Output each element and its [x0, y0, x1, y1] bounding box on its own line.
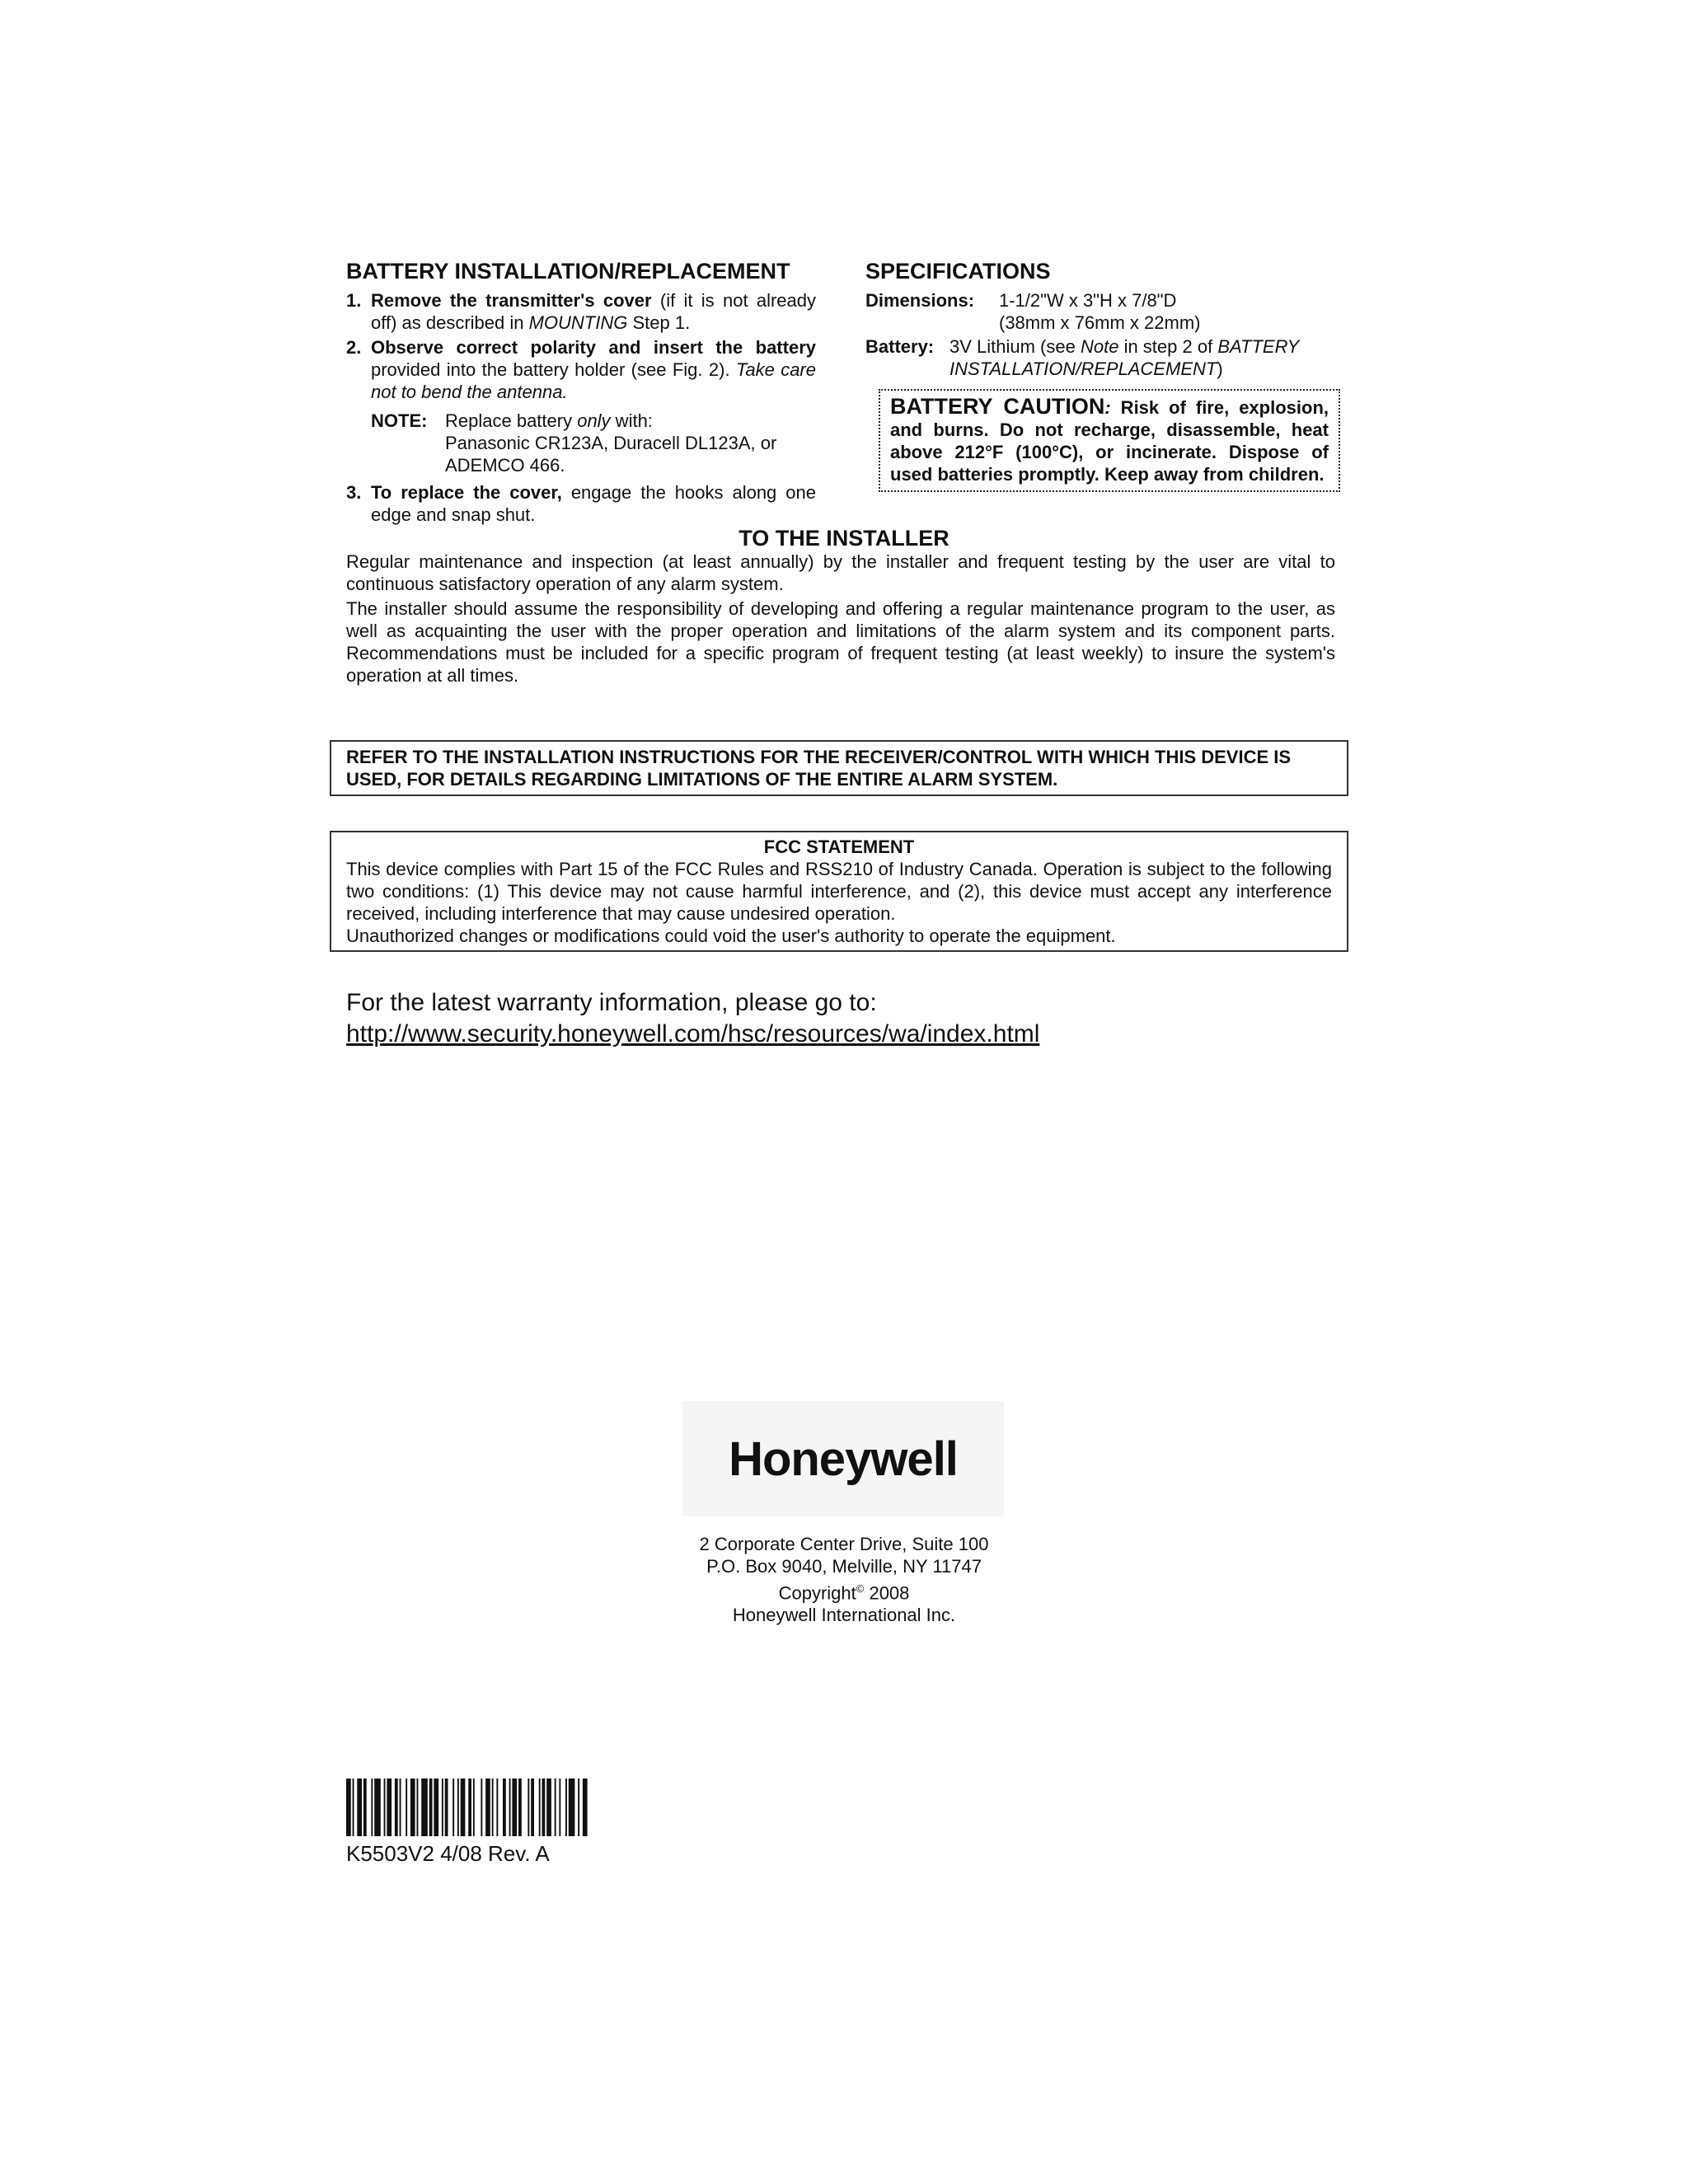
- barcode-bar: [384, 1779, 386, 1836]
- warranty-text: For the latest warranty information, please go to:: [346, 989, 877, 1016]
- barcode-bar: [512, 1779, 517, 1836]
- step-text: provided into the battery holder (see Fig. 2).: [371, 359, 736, 380]
- battery-installation-title: BATTERY INSTALLATION/REPLACEMENT: [346, 259, 790, 284]
- copyright-word: Copyright: [778, 1582, 856, 1604]
- step-number: 3.: [346, 482, 362, 503]
- barcode-bar: [542, 1779, 546, 1836]
- battery-installation-section: [346, 260, 816, 528]
- barcode-bar: [400, 1779, 401, 1836]
- barcode-bar: [531, 1779, 534, 1836]
- address-line-4: Honeywell International Inc.: [732, 1605, 956, 1626]
- barcode-bar: [346, 1779, 351, 1836]
- barcode-bar: [461, 1779, 466, 1836]
- barcode-bar: [363, 1779, 367, 1836]
- barcode-bar: [509, 1779, 511, 1836]
- battery-step-2: [346, 336, 816, 403]
- battery-note: [346, 410, 816, 476]
- step-italic-text: MOUNTING: [528, 312, 628, 333]
- battery-steps-list: [346, 289, 816, 403]
- step-text: Step 1.: [627, 312, 691, 333]
- step-number: 2.: [346, 337, 362, 358]
- barcode-bar: [473, 1779, 475, 1836]
- note-line-3: ADEMCO 466.: [445, 455, 565, 476]
- note-text: Replace battery: [445, 410, 578, 431]
- copyright-symbol: ©: [856, 1582, 865, 1595]
- battery-steps-list-continued: [346, 481, 816, 526]
- barcode-bar: [583, 1779, 588, 1836]
- fcc-title: FCC STATEMENT: [763, 837, 915, 857]
- dimensions-line-2: (38mm x 76mm x 22mm): [999, 312, 1201, 333]
- battery-text: 3V Lithium (see: [950, 336, 1081, 357]
- step-bold-text: Remove the transmitter's cover: [371, 290, 652, 311]
- battery-label: Battery:: [865, 336, 935, 357]
- barcode-bar: [457, 1779, 459, 1836]
- barcode-image: [346, 1779, 676, 1836]
- caution-text: Risk of fire, explosion, and burns. Do not recharge, disassemble, heat above 212°F (100°C), or incinerate. Dispose of used batteries promptly. Keep away from children.: [890, 397, 1329, 485]
- note-label: NOTE:: [371, 410, 428, 431]
- installer-paragraph-1: Regular maintenance and inspection (at least annually) by the installer and frequent testing by the user are vital to continuous satisfactory operation of any alarm system.: [346, 551, 1335, 594]
- step-text: engage the hooks along one edge and snap shut.: [371, 482, 816, 525]
- step-italic-text: Take care not to bend the antenna.: [371, 359, 816, 402]
- barcode-bar: [410, 1779, 415, 1836]
- barcode-bar: [374, 1779, 381, 1836]
- spec-battery: [865, 335, 1343, 380]
- barcode-bar: [485, 1779, 490, 1836]
- installer-paragraph-2: The installer should assume the responsibility of developing and offering a regular maintenance program to the user, as well as acquainting the user with the proper operation and limitations of the alarm system and its component parts. Recommendations must be included for a specific program of frequent testing (at least weekly) to insure the system's operation at all times.: [346, 598, 1335, 686]
- barcode-bar: [371, 1779, 373, 1836]
- barcode-bar: [445, 1779, 448, 1836]
- barcode-bar: [492, 1779, 494, 1836]
- honeywell-logo: [682, 1401, 1004, 1516]
- step-text: (if it is not already off) as described in: [371, 290, 816, 333]
- battery-text: ): [1217, 359, 1223, 379]
- barcode-bar: [357, 1779, 362, 1836]
- warranty-link[interactable]: http://www.security.honeywell.com/hsc/resources/wa/index.html: [346, 1020, 1040, 1047]
- barcode-bar: [417, 1779, 419, 1836]
- battery-text: in step 2 of: [1118, 336, 1218, 357]
- dimensions-label: Dimensions:: [865, 290, 975, 311]
- step-bold-text: To replace the cover,: [371, 482, 562, 503]
- battery-step-3: [346, 481, 816, 526]
- copyright-year: 2008: [864, 1582, 910, 1604]
- installer-section: [346, 551, 1335, 689]
- refer-instructions-box: REFER TO THE INSTALLATION INSTRUCTIONS FOR THE RECEIVER/CONTROL WITH WHICH THIS DEVICE IS USED, FOR DETAILS REGARDING LIMITATIONS OF THE ENTIRE ALARM SYSTEM.: [330, 740, 1348, 796]
- barcode-bar: [406, 1779, 407, 1836]
- battery-italic: Note: [1080, 336, 1119, 357]
- barcode-bar: [528, 1779, 529, 1836]
- specifications-title: SPECIFICATIONS: [865, 259, 1051, 284]
- barcode-bar: [468, 1779, 471, 1836]
- barcode-bar: [546, 1779, 551, 1836]
- spec-dimensions: [865, 289, 1343, 334]
- barcode-bar: [452, 1779, 454, 1836]
- note-body: [445, 410, 776, 476]
- step-bold-text: Observe correct polarity and insert the battery: [371, 337, 816, 358]
- barcode-bar: [387, 1779, 392, 1836]
- fcc-paragraph-1: This device complies with Part 15 of the FCC Rules and RSS210 of Industry Canada. Operation is subject to the following two conditions: (1) This device may not cause harmful interference, and (2), this device must accept any interference received, including interference that may cause undesired operation.: [346, 859, 1332, 924]
- copyright-line: [0, 1577, 1688, 1604]
- barcode-bar: [442, 1779, 443, 1836]
- fcc-paragraph-2: Unauthorized changes or modifications could void the user's authority to operate the equipment.: [346, 926, 1116, 946]
- dimensions-line-1: 1-1/2"W x 3"H x 7/8"D: [999, 290, 1177, 311]
- barcode-bar: [569, 1779, 575, 1836]
- barcode-bar: [503, 1779, 506, 1836]
- note-italic: only: [577, 410, 611, 431]
- barcode-bar: [496, 1779, 498, 1836]
- barcode-bar: [429, 1779, 433, 1836]
- barcode-bar: [395, 1779, 398, 1836]
- caution-colon: :: [1104, 397, 1111, 418]
- document-number: K5503V2 4/08 Rev. A: [346, 1841, 550, 1866]
- address-line-2: P.O. Box 9040, Melville, NY 11747: [706, 1556, 982, 1577]
- caution-heading: BATTERY CAUTION: [890, 394, 1105, 419]
- specifications-section: [865, 260, 1343, 380]
- barcode-bar: [421, 1779, 428, 1836]
- installer-title: TO THE INSTALLER: [738, 526, 950, 551]
- note-text: with:: [610, 410, 653, 431]
- barcode-bar: [353, 1779, 354, 1836]
- barcode-bar: [539, 1779, 541, 1836]
- company-address: [0, 1533, 1688, 1626]
- battery-step-1: [346, 289, 816, 334]
- logo-wordmark: Honeywell: [729, 1432, 958, 1486]
- barcode-bar: [555, 1779, 556, 1836]
- barcode-bar: [434, 1779, 438, 1836]
- barcode-bar: [565, 1779, 567, 1836]
- barcode-bar: [559, 1779, 560, 1836]
- step-number: 1.: [346, 290, 362, 311]
- address-line-1: 2 Corporate Center Drive, Suite 100: [699, 1534, 989, 1554]
- barcode-bar: [481, 1779, 482, 1836]
- warranty-section: [346, 987, 1039, 1050]
- battery-italic: BATTERY INSTALLATION/REPLACEMENT: [950, 336, 1299, 379]
- battery-caution-box: [879, 389, 1340, 492]
- barcode-bar: [578, 1779, 579, 1836]
- barcode-bar: [518, 1779, 522, 1836]
- fcc-statement-box: [330, 831, 1348, 952]
- note-line-2: Panasonic CR123A, Duracell DL123A, or: [445, 433, 777, 453]
